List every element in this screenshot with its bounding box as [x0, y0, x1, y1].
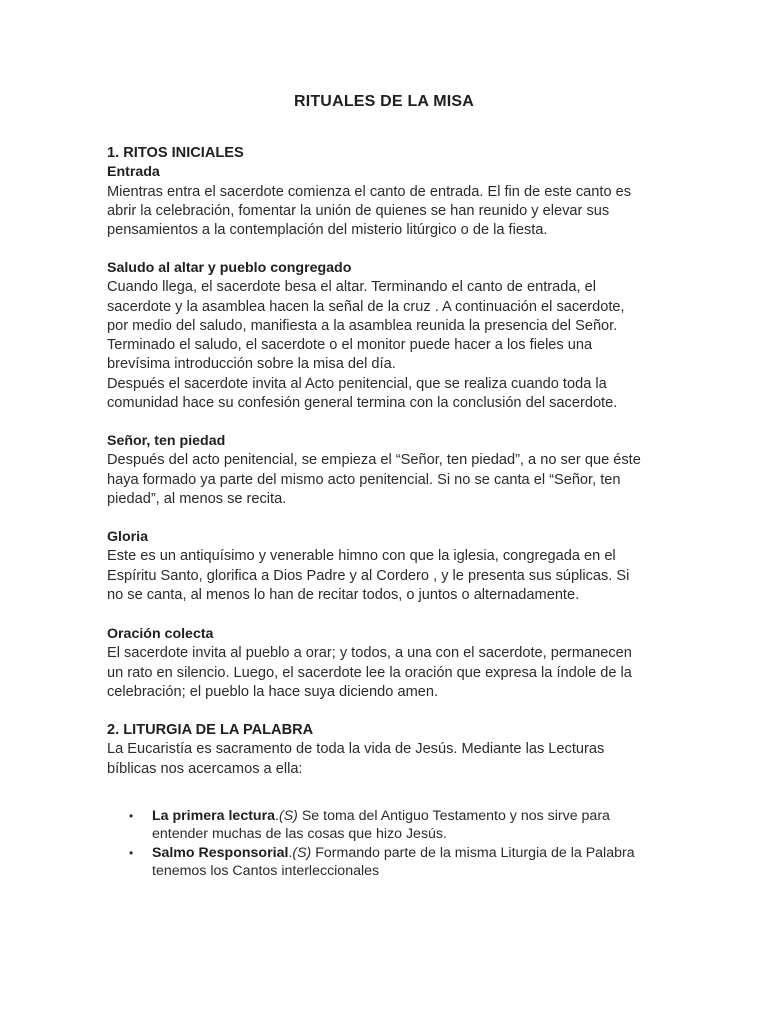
paragraph-senor — [107, 451, 667, 509]
subheading-senor: Señor, ten piedad — [107, 433, 226, 449]
text-line: un rato en silencio. Luego, el sacerdote lee la oración que expresa la índole de la — [107, 664, 632, 681]
list-item-sep: . — [288, 845, 293, 861]
subheading-gloria: Gloria — [107, 529, 148, 545]
text-line: pensamientos a la contemplación del misterio litúrgico o de la fiesta. — [107, 222, 548, 239]
section-ritos-iniciales — [107, 144, 667, 240]
text-line: haya formado ya parte del mismo acto penitencial. Si no se canta el “Señor, ten — [107, 471, 621, 488]
text-line: por medio del saludo, manifiesta a la asamblea reunida la presencia del Señor. — [107, 317, 618, 334]
text-line: comunidad hace su confesión general termina con la conclusión del sacerdote. — [107, 395, 618, 412]
text-line: piedad”, al menos se recita. — [107, 490, 287, 507]
text-line: El sacerdote invita al pueblo a orar; y todos, a una con el sacerdote, permanecen — [107, 645, 632, 662]
paragraph-colecta — [107, 644, 667, 702]
list-item-text: Se toma del Antiguo Testamento y nos sirve para entender muchas de las cosas que hizo Jesús. — [152, 808, 610, 842]
list-item — [129, 808, 649, 843]
subsection-gloria — [107, 528, 667, 605]
list-item-source: (S) — [278, 808, 298, 824]
text-line: Cuando llega, el sacerdote besa el altar. Terminando el canto de entrada, el — [107, 279, 596, 296]
list-item-source: (S) — [292, 845, 312, 861]
document-title: RITUALES DE LA MISA — [293, 93, 475, 110]
text-line: Mientras entra el sacerdote comienza el canto de entrada. El fin de este canto es — [107, 183, 632, 200]
text-line: La Eucaristía es sacramento de toda la vida de Jesús. Mediante las Lecturas — [107, 741, 605, 758]
paragraph-liturgia — [107, 740, 667, 779]
subsection-senor-ten-piedad — [107, 432, 667, 509]
text-line: Terminado el saludo, el sacerdote o el monitor puede hacer a los fieles una — [107, 337, 593, 354]
text-line: celebración; el pueblo la hace suya diciendo amen. — [107, 683, 439, 700]
bullet-icon: • — [129, 846, 134, 860]
text-line: abrir la celebración, fomentar la unión de quienes se han reunido y elevar sus — [107, 202, 610, 219]
list-item-text: Formando parte de la misma Liturgia de la Palabra tenemos los Cantos interleccionales — [152, 845, 635, 879]
subsection-oracion-colecta — [107, 625, 667, 702]
list-item-term: La primera lectura — [152, 808, 276, 824]
text-line: brevísima introducción sobre la misa del día. — [107, 356, 396, 373]
subheading-colecta: Oración colecta — [107, 626, 214, 642]
paragraph-gloria — [107, 547, 667, 605]
paragraph-saludo — [107, 278, 667, 413]
list-item — [129, 845, 649, 880]
text-line: bíblicas nos acercamos a ella: — [107, 760, 303, 777]
text-line: Después del acto penitencial, se empieza el “Señor, ten piedad”, a no ser que éste — [107, 452, 641, 469]
text-line: Espíritu Santo, glorifica a Dios Padre y al Cordero , y le presenta sus súplicas. Si — [107, 567, 630, 584]
text-line: Después el sacerdote invita al Acto penitencial, que se realiza cuando toda la — [107, 375, 607, 392]
text-line: Este es un antiquísimo y venerable himno con que la iglesia, congregada en el — [107, 548, 616, 565]
text-line: no se canta, al menos lo han de recitar todos, o juntos o alternadamente. — [107, 586, 580, 603]
list-item-sep: . — [275, 808, 279, 824]
list-item-term: Salmo Responsorial — [152, 845, 289, 861]
bullet-icon: • — [129, 809, 134, 823]
section-heading: 2. LITURGIA DE LA PALABRA — [107, 722, 314, 738]
section-heading: 1. RITOS INICIALES — [107, 145, 244, 161]
subsection-saludo — [107, 259, 667, 413]
section-liturgia-palabra — [107, 721, 667, 779]
readings-list — [129, 808, 649, 882]
text-line: sacerdote y la asamblea hacen la señal de la cruz . A continuación el sacerdote, — [107, 298, 625, 315]
paragraph-entrada — [107, 183, 667, 241]
subheading-entrada: Entrada — [107, 164, 160, 181]
subheading-saludo: Saludo al altar y pueblo congregado — [107, 260, 352, 276]
